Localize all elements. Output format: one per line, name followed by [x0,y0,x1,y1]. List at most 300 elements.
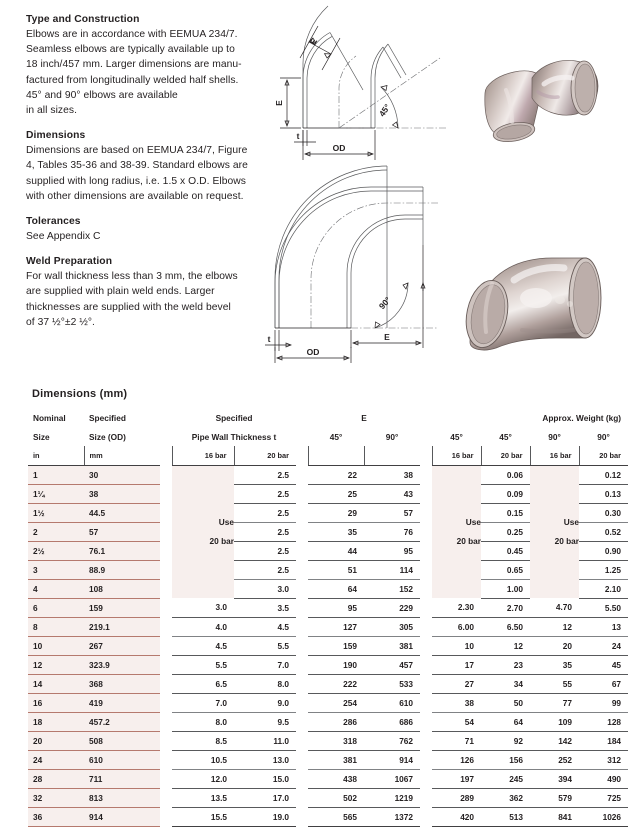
section-weld-preparation [26,256,276,330]
spacer [420,503,432,522]
use-note-line-2: 20 bar [554,535,580,546]
table-row [28,636,628,655]
body-line: are supplied with plain weld ends. Larger [26,286,215,298]
cell-nominal: 24 [28,750,84,769]
cell-w90-20: 0.13 [579,484,628,503]
cell-w45-16: 10 [432,636,481,655]
top-section [0,0,630,375]
cell-e45: 29 [308,503,364,522]
spacer [160,788,172,807]
table-row [28,712,628,731]
spacer [160,769,172,788]
90-degree-elbow-photo [452,242,614,360]
cell-t16: 12.0 [172,769,234,788]
spacer [160,617,172,636]
spacer [420,712,432,731]
cell-e90: 38 [364,465,420,484]
cell-nominal: 28 [28,769,84,788]
cell-e90: 305 [364,617,420,636]
body-line: in all sizes. [26,105,78,117]
cell-od: 44.5 [84,503,160,522]
cell-w90-20: 0.30 [579,503,628,522]
cell-nominal: 1½ [28,503,84,522]
header-specified-size: Specified [89,412,126,423]
spacer [420,750,432,769]
cell-od: 711 [84,769,160,788]
cell-nominal: 32 [28,788,84,807]
header-e-45: 45° [329,431,343,442]
section-heading: Dimensions [26,130,86,142]
table-title: Dimensions (mm) [32,388,128,400]
cell-e45: 127 [308,617,364,636]
cell-w45-16: 2.30 [432,598,481,617]
cell-w90-16: 841 [530,807,579,826]
body-line: 45° and 90° elbows are available [26,89,178,101]
cell-w90-16: 77 [530,693,579,712]
cell-od: 38 [84,484,160,503]
cell-t20: 3.5 [234,598,296,617]
cell-nominal: 20 [28,731,84,750]
spacer [160,655,172,674]
spacer [296,674,308,693]
cell-w90-20: 24 [579,636,628,655]
cell-od: 219.1 [84,617,160,636]
use-note-line-1: Use [465,516,482,527]
cell-w90-16: 394 [530,769,579,788]
spacer [160,484,172,503]
cell-e45: 25 [308,484,364,503]
cell-nominal: 36 [28,807,84,826]
spacer [296,541,308,560]
cell-w45-20: 513 [481,807,530,826]
cell-w90-16: 252 [530,750,579,769]
spacer [296,807,308,826]
spacer [296,750,308,769]
cell-e90: 762 [364,731,420,750]
cell-w90-20: 184 [579,731,628,750]
cell-t16: 15.5 [172,807,234,826]
cell-t16: 13.5 [172,788,234,807]
spacer [420,522,432,541]
cell-w45-16: 71 [432,731,481,750]
spacer [420,427,432,446]
90-degree-elbow-drawing [263,183,458,368]
table-header-row-3 [28,446,628,465]
cell-w45-20: 0.06 [481,465,530,484]
dim-label-45-angle: 45° [376,102,393,119]
cell-e45: 159 [308,636,364,655]
header-w90-16bar: 16 bar [530,446,579,465]
cell-e45: 190 [308,655,364,674]
spacer [420,579,432,598]
body-line: supplied with long radius, i.e. 1.5 x O.D. Elbows [26,175,246,187]
table-header-row-2 [28,427,628,446]
use-20bar-note-w90 [530,465,579,598]
spacer [296,446,308,465]
table-row [28,598,628,617]
header-nominal-size: Nominal [33,412,66,423]
section-body [26,143,276,204]
spacer [420,446,432,465]
cell-od: 76.1 [84,541,160,560]
cell-e90: 457 [364,655,420,674]
body-line: For wall thickness less than 3 mm, the elbows [26,271,238,283]
spacer [296,560,308,579]
use-20bar-note-wall [172,465,234,598]
cell-od: 57 [84,522,160,541]
cell-w45-20: 34 [481,674,530,693]
spacer [296,731,308,750]
body-line: Seamless elbows are typically available up to [26,44,235,56]
section-type-and-construction [26,14,276,118]
use-note-line-2: 20 bar [209,535,234,546]
cell-w90-20: 128 [579,712,628,731]
cell-w45-20: 6.50 [481,617,530,636]
dimensions-table [0,408,630,827]
spacer [420,560,432,579]
dim-label-90-angle: 90° [376,294,393,312]
cell-w45-20: 50 [481,693,530,712]
cell-nominal: 10 [28,636,84,655]
cell-od: 419 [84,693,160,712]
header-e-45-unit [308,446,364,465]
use-note-line-1: Use [563,516,580,527]
cell-w90-20: 1026 [579,807,628,826]
spacer [296,769,308,788]
spacer [296,465,308,484]
header-specified-size-2: Size (OD) [89,431,126,442]
cell-w90-20: 67 [579,674,628,693]
use-note-line-1: Use [218,516,234,527]
cell-e45: 22 [308,465,364,484]
cell-t20: 7.0 [234,655,296,674]
dim-label-e: E [384,332,390,342]
section-body [26,229,276,244]
spacer [160,750,172,769]
spacer [296,503,308,522]
spacer [420,617,432,636]
cell-w90-16: 579 [530,788,579,807]
cell-nominal: 1 [28,465,84,484]
cell-e90: 43 [364,484,420,503]
cell-e45: 381 [308,750,364,769]
header-pipe-wall-thickness: Pipe Wall Thickness t [191,431,277,442]
45-degree-elbow-drawing [268,18,463,173]
cell-od: 914 [84,807,160,826]
body-line: Dimensions are based on EEMUA 234/7, Figure [26,145,248,157]
cell-t20: 2.5 [234,465,296,484]
header-wall-16bar: 16 bar [172,446,234,465]
header-weight-90-b: 90° [597,431,610,442]
cell-e45: 35 [308,522,364,541]
spacer [296,712,308,731]
cell-w90-16: 20 [530,636,579,655]
header-e-90-unit [364,446,420,465]
spacer [296,617,308,636]
spacer [296,655,308,674]
spacer [296,788,308,807]
cell-e90: 1372 [364,807,420,826]
spacer [420,465,432,484]
cell-w90-16: 4.70 [530,598,579,617]
section-dimensions [26,130,276,204]
spacer [420,788,432,807]
cell-w90-20: 2.10 [579,579,628,598]
cell-w45-16: 197 [432,769,481,788]
spacer [296,636,308,655]
cell-e90: 533 [364,674,420,693]
spacer [296,408,308,427]
cell-e45: 286 [308,712,364,731]
cell-nominal: 2½ [28,541,84,560]
section-body [26,269,276,330]
cell-t20: 13.0 [234,750,296,769]
cell-e90: 381 [364,636,420,655]
section-heading: Tolerances [26,216,81,228]
cell-w45-20: 0.45 [481,541,530,560]
cell-e45: 565 [308,807,364,826]
cell-w45-16: 6.00 [432,617,481,636]
cell-nominal: 6 [28,598,84,617]
header-unit-mm: mm [84,446,160,465]
header-weight-90-a: 90° [548,431,561,442]
cell-t16: 8.5 [172,731,234,750]
dim-label-t: t [296,131,300,141]
cell-w90-20: 312 [579,750,628,769]
cell-e90: 914 [364,750,420,769]
cell-t20: 2.5 [234,522,296,541]
cell-w45-16: 126 [432,750,481,769]
dim-label-e-top: E [307,36,320,47]
cell-t20: 3.0 [234,579,296,598]
cell-w90-20: 13 [579,617,628,636]
section-body [26,27,276,118]
header-e-group: E [361,412,367,423]
cell-od: 813 [84,788,160,807]
cell-e90: 229 [364,598,420,617]
cell-nominal: 18 [28,712,84,731]
cell-e90: 1219 [364,788,420,807]
spacer [160,446,172,465]
cell-w90-20: 0.90 [579,541,628,560]
cell-e45: 44 [308,541,364,560]
table-row [28,674,628,693]
spacer [296,427,308,446]
spacer [160,731,172,750]
header-w45-16bar: 16 bar [432,446,481,465]
spacer [160,693,172,712]
table-row [28,807,628,826]
cell-t20: 9.5 [234,712,296,731]
cell-w90-16: 35 [530,655,579,674]
cell-nominal: 4 [28,579,84,598]
spacer [420,693,432,712]
cell-w90-16: 55 [530,674,579,693]
cell-w90-20: 0.12 [579,465,628,484]
cell-w45-20: 92 [481,731,530,750]
cell-t20: 2.5 [234,503,296,522]
table-row [28,693,628,712]
cell-w90-20: 490 [579,769,628,788]
cell-w45-20: 12 [481,636,530,655]
spacer [160,503,172,522]
spacer [160,560,172,579]
cell-nominal: 1¼ [28,484,84,503]
cell-w45-20: 245 [481,769,530,788]
cell-e45: 318 [308,731,364,750]
cell-w45-20: 64 [481,712,530,731]
dim-label-od: OD [332,143,346,153]
cell-w45-16: 27 [432,674,481,693]
cell-od: 159 [84,598,160,617]
spacer [420,484,432,503]
cell-t20: 19.0 [234,807,296,826]
header-weight-45-a: 45° [450,431,463,442]
header-w90-20bar: 20 bar [579,446,628,465]
dim-label-t: t [267,334,271,344]
cell-e90: 57 [364,503,420,522]
cell-t16: 7.0 [172,693,234,712]
cell-t20: 2.5 [234,541,296,560]
body-line: factured from longitudinally welded half shells. [26,74,239,86]
spacer [160,427,172,446]
cell-w90-20: 0.52 [579,522,628,541]
spacer [160,636,172,655]
cell-t16: 10.5 [172,750,234,769]
cell-w90-20: 1.25 [579,560,628,579]
section-heading: Weld Preparation [26,256,113,268]
cell-od: 368 [84,674,160,693]
spacer [420,807,432,826]
spacer [420,769,432,788]
cell-w45-16: 420 [432,807,481,826]
cell-od: 30 [84,465,160,484]
table-row [28,731,628,750]
table-row [28,788,628,807]
cell-t20: 2.5 [234,484,296,503]
cell-w90-16: 142 [530,731,579,750]
cell-w45-16: 54 [432,712,481,731]
body-line: Elbows are in accordance with EEMUA 234/7. [26,29,238,40]
spacer [432,408,481,427]
cell-w90-20: 5.50 [579,598,628,617]
header-approx-weight: Approx. Weight (kg) [542,412,622,423]
cell-w45-20: 0.15 [481,503,530,522]
cell-e90: 686 [364,712,420,731]
cell-e90: 95 [364,541,420,560]
table-row [28,655,628,674]
cell-od: 323.9 [84,655,160,674]
cell-t20: 17.0 [234,788,296,807]
cell-e90: 1067 [364,769,420,788]
cell-w45-16: 17 [432,655,481,674]
spacer [160,598,172,617]
spacer [481,408,530,427]
spacer [160,408,172,427]
spacer [160,712,172,731]
cell-t16: 8.0 [172,712,234,731]
header-weight-45-b: 45° [499,431,512,442]
spacer [296,579,308,598]
header-specified-wall: Specified [215,412,253,423]
cell-t20: 15.0 [234,769,296,788]
cell-e90: 76 [364,522,420,541]
use-20bar-note-w45 [432,465,481,598]
table-row [28,465,628,484]
spacer [160,465,172,484]
cell-e90: 152 [364,579,420,598]
cell-e45: 222 [308,674,364,693]
cell-od: 108 [84,579,160,598]
cell-e45: 502 [308,788,364,807]
cell-e90: 114 [364,560,420,579]
cell-od: 267 [84,636,160,655]
spacer [420,731,432,750]
cell-t16: 4.5 [172,636,234,655]
cell-w90-16: 12 [530,617,579,636]
cell-t20: 4.5 [234,617,296,636]
cell-e45: 254 [308,693,364,712]
cell-w45-20: 362 [481,788,530,807]
cell-nominal: 2 [28,522,84,541]
cell-od: 508 [84,731,160,750]
table-row [28,617,628,636]
cell-t16: 4.0 [172,617,234,636]
cell-nominal: 16 [28,693,84,712]
header-wall-20bar: 20 bar [234,446,296,465]
body-line: with other dimensions are available on request. [26,190,244,202]
body-line: 18 inch/457 mm. Larger dimensions are manu- [26,59,242,71]
cell-w45-20: 0.09 [481,484,530,503]
cell-w45-20: 2.70 [481,598,530,617]
table-row [28,769,628,788]
cell-t16: 5.5 [172,655,234,674]
cell-nominal: 3 [28,560,84,579]
text-column [26,14,276,342]
cell-nominal: 14 [28,674,84,693]
45-degree-elbow-photo [472,48,608,152]
cell-e90: 610 [364,693,420,712]
cell-od: 88.9 [84,560,160,579]
body-line: See Appendix C [26,231,101,243]
spacer [296,693,308,712]
cell-w90-20: 725 [579,788,628,807]
cell-w90-16: 109 [530,712,579,731]
cell-w45-20: 156 [481,750,530,769]
table-row [28,750,628,769]
header-nominal-size-2: Size [33,431,50,442]
spacer [420,598,432,617]
spacer [296,522,308,541]
spacer [160,541,172,560]
header-e-90: 90° [385,431,399,442]
cell-w45-20: 1.00 [481,579,530,598]
cell-t20: 5.5 [234,636,296,655]
cell-nominal: 12 [28,655,84,674]
section-heading: Type and Construction [26,14,140,25]
cell-w45-20: 0.25 [481,522,530,541]
dim-label-e-side: E [274,100,284,106]
spacer [160,522,172,541]
use-note-line-2: 20 bar [456,535,482,546]
cell-t20: 8.0 [234,674,296,693]
cell-w90-20: 45 [579,655,628,674]
cell-w90-20: 99 [579,693,628,712]
cell-od: 610 [84,750,160,769]
body-line: 4, Tables 35-36 and 38-39. Standard elbows are [26,160,248,172]
cell-nominal: 8 [28,617,84,636]
spacer [420,674,432,693]
